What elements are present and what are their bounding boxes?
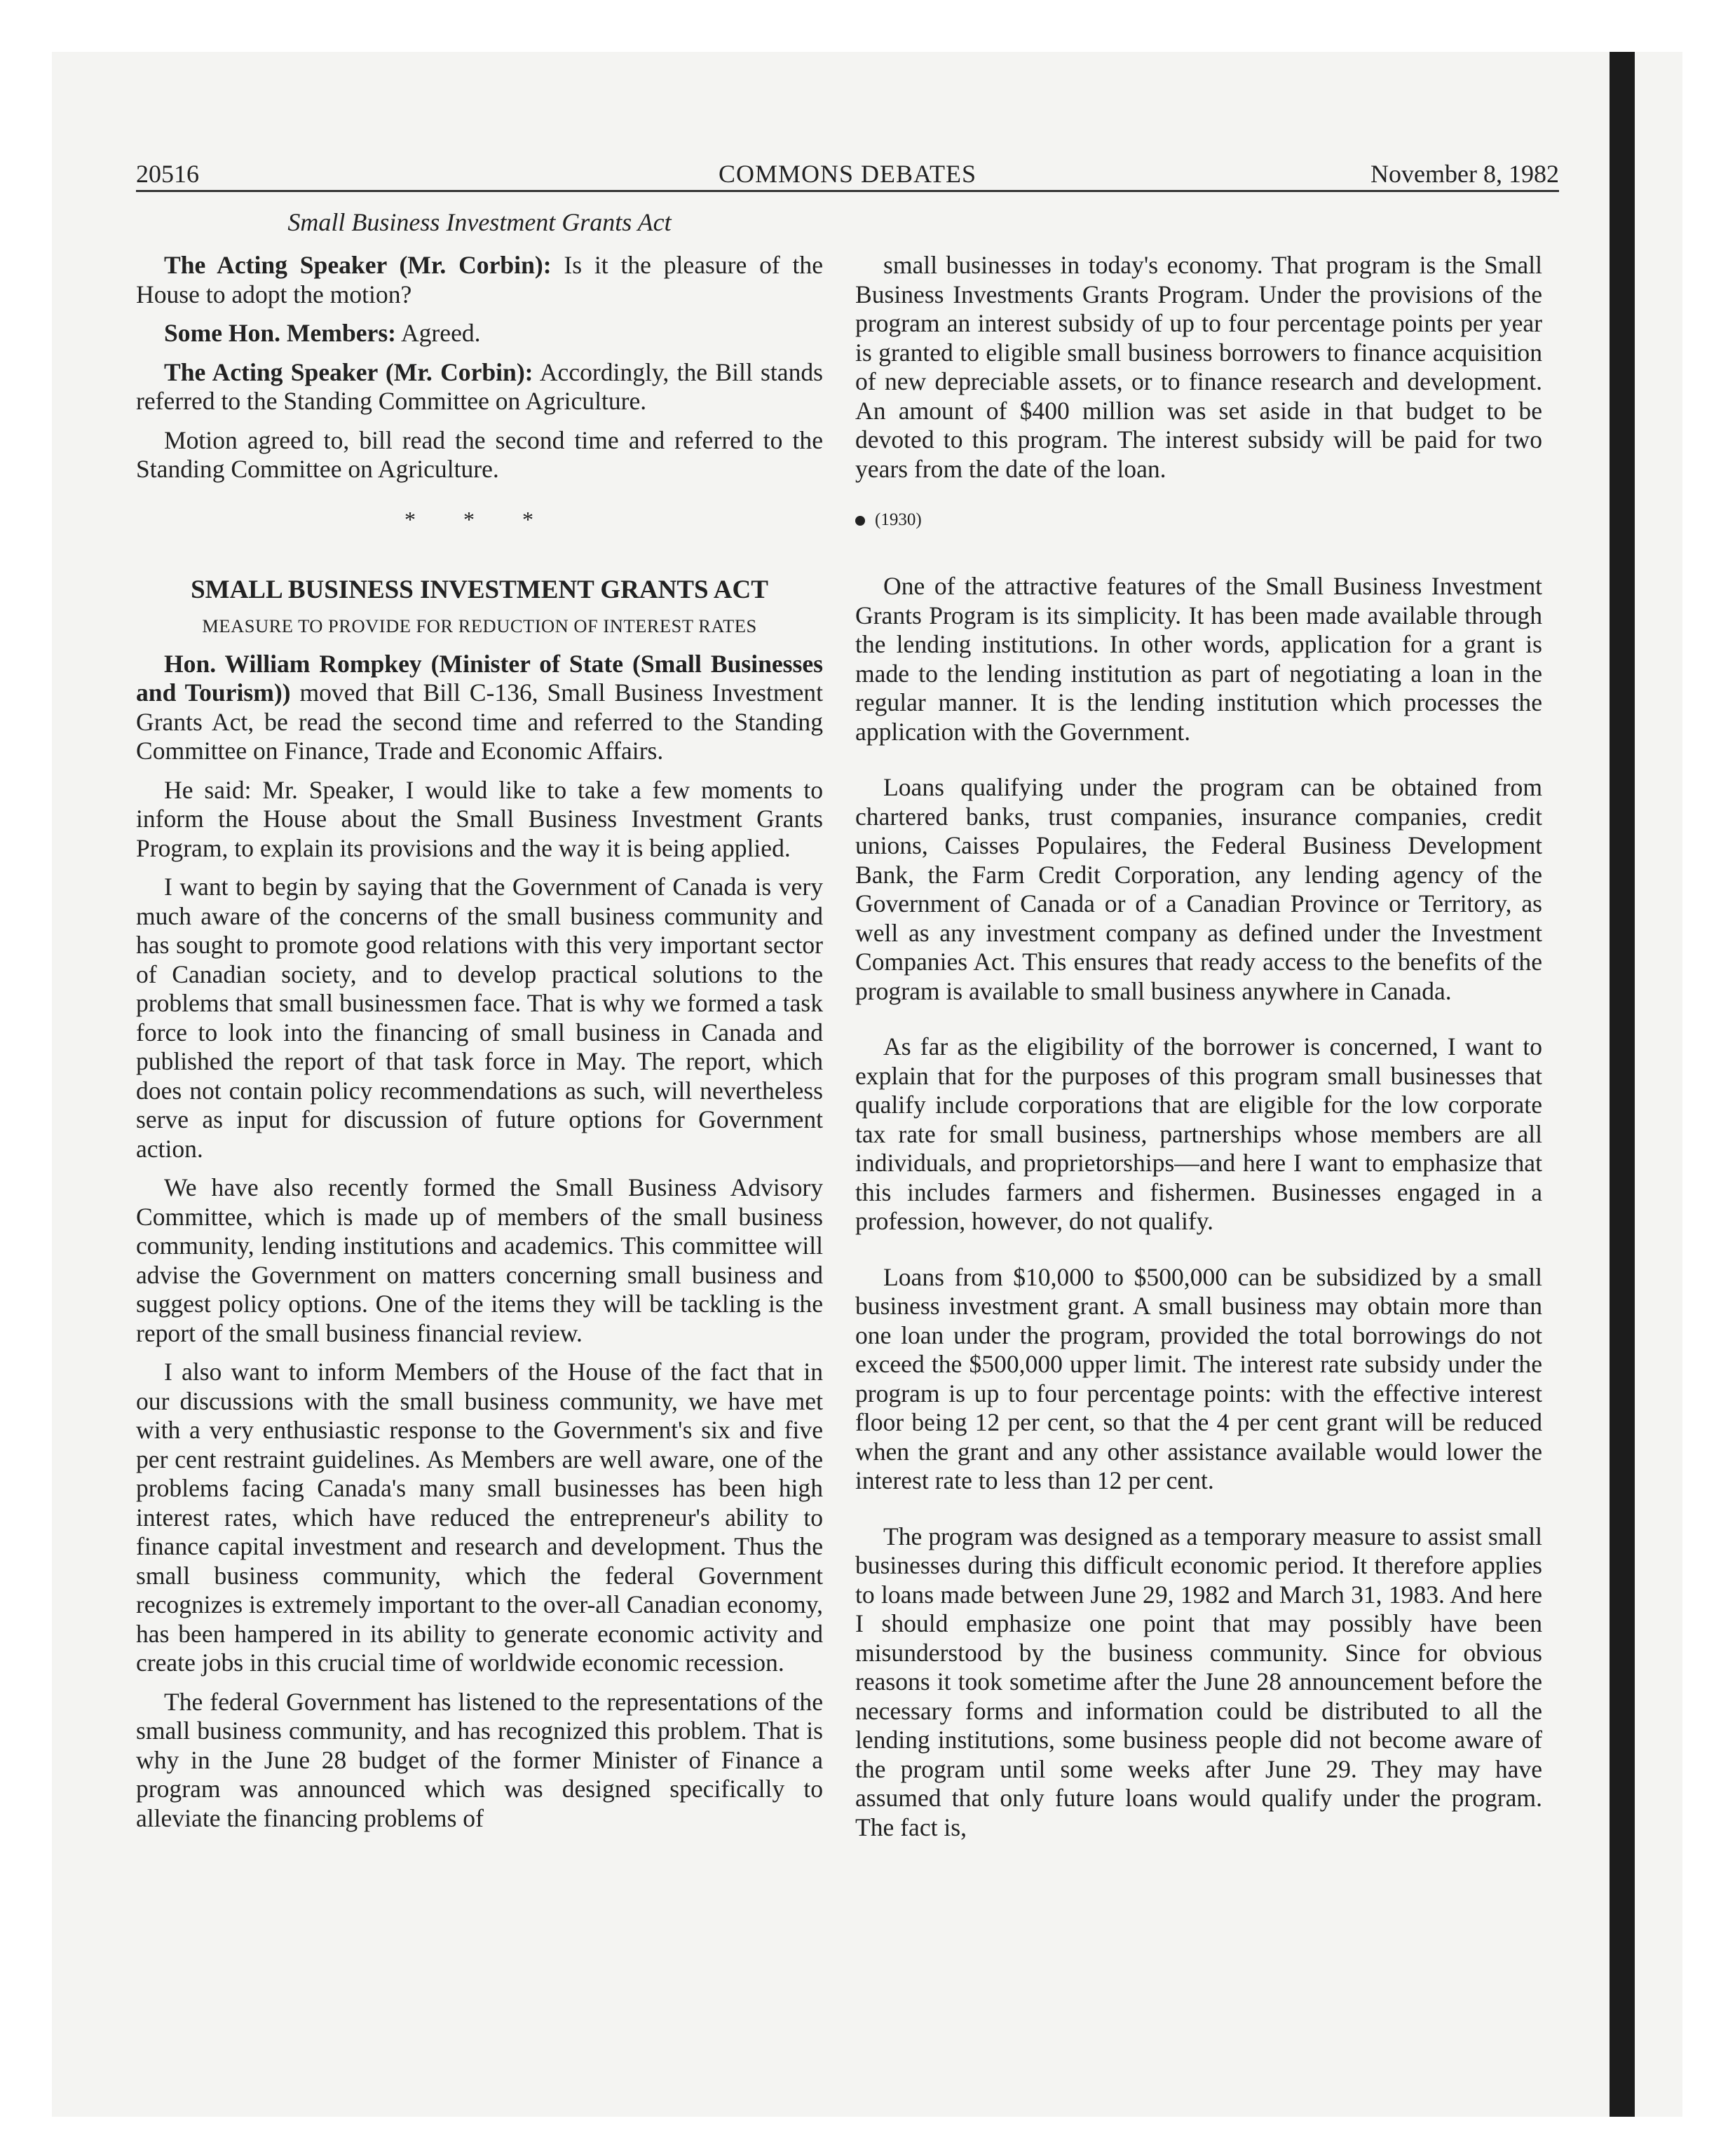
time-marker bbox=[855, 507, 1542, 533]
paragraph-text: I want to begin by saying that the Government of Canada is very much aware of the concerns of the small business community and has sought to promote good relations with this very important sector of Canadian society, and to develop practical solutions to the problems that small businessmen face. That is why we formed a task force to look into the financing of small business in Canada and published the report of that task force in May. The report, which does not contain policy recommendations as such, will nevertheless serve as input for discussion of future options for Government action. bbox=[136, 873, 823, 1163]
time-marker-text: (1930) bbox=[875, 510, 922, 529]
paragraph-rompkey-motion bbox=[136, 650, 823, 766]
header-rule bbox=[136, 190, 1559, 192]
running-header bbox=[136, 157, 1559, 191]
page-number: 20516 bbox=[136, 160, 199, 188]
paragraph-speaker-question bbox=[136, 251, 823, 309]
paragraph-text: As far as the eligibility of the borrower is concerned, I want to explain that for the purposes of this program small businesses that qualify include corporations that are eligible for the low corporate tax rate for small business, partnerships whose members are all individuals, and proprietorships—and here I want to emphasize that this includes farmers and fishermen. Businesses engaged in a profession, however, do not qualify. bbox=[855, 1032, 1542, 1235]
paragraph-text: We have also recently formed the Small Business Advisory Committee, which is made up of members of the small business community, lending institutions and academics. This committee will advise the Government on matters concerning small business and suggest policy options. One of the items they will be tackling is the report of the small business financial review. bbox=[136, 1173, 823, 1347]
speaker-name: The Acting Speaker (Mr. Corbin): bbox=[164, 251, 552, 279]
speech-text: Agreed. bbox=[396, 319, 481, 347]
speaker-name: The Acting Speaker (Mr. Corbin): bbox=[164, 357, 533, 386]
bullet-icon bbox=[855, 516, 865, 526]
section-subheading: MEASURE TO PROVIDE FOR REDUCTION OF INTEREST RATES bbox=[202, 615, 757, 636]
speaker-name: Some Hon. Members: bbox=[164, 319, 397, 347]
right-column bbox=[855, 251, 1542, 1852]
scan-edge-bar bbox=[1610, 52, 1635, 2117]
issue-date: November 8, 1982 bbox=[1370, 160, 1559, 188]
paragraph-motion-agreed: Motion agreed to, bill read the second time and referred to the Standing Committee on Agriculture. bbox=[136, 425, 823, 483]
speech-text: Accordingly, the Bill stands referred to the Standing Committee on Agriculture. bbox=[136, 357, 823, 415]
paragraph-speaker-referral bbox=[136, 358, 823, 416]
paragraph-text: small businesses in today's economy. That program is the Small Business Investments Grants Program. Under the provisions of the program an interest subsidy of up to four percentage points per year is granted to eligible small business borrowers to finance acquisition of new depreciable assets, or to finance research and development. An amount of $400 million was set aside in that budget to be devoted to this program. The interest subsidy will be paid for two years from the date of the loan. bbox=[855, 251, 1542, 483]
speaker-name: Hon. William Rompkey (Minister of State (Small Businesses and Tourism)) bbox=[136, 649, 823, 707]
paragraph-text: The federal Government has listened to the representations of the small business community, and has recognized this problem. That is why in the June 28 budget of the former Minister of Finance a program was announced which was designed specifically to alleviate the financing problems of bbox=[136, 1687, 823, 1832]
paragraph-text: One of the attractive features of the Small Business Investment Grants Program is its simplicity. It has been made available through the lending institutions. In other words, application for a grant is made to the lending institution as part of negotiating a loan in the regular manner. It is the lending institution which processes the application with the Government. bbox=[855, 572, 1542, 746]
paragraph-text: I also want to inform Members of the House of the fact that in our discussions with the small business community, we have met with a very enthusiastic response to the Government's six and five per cent restraint guidelines. As Members are well aware, one of the problems facing Canada's many small businesses has been high interest rates, which have reduced the entrepreneur's ability to finance capital investment and research and development. Thus the small business community, which the federal Government recognizes is extremely important to the over-all Canadian economy, has been hampered in its ability to generate economic activity and create jobs in this crucial time of worldwide economic recession. bbox=[136, 1358, 823, 1677]
act-subtitle: Small Business Investment Grants Act bbox=[287, 208, 672, 236]
section-heading: SMALL BUSINESS INVESTMENT GRANTS ACT bbox=[191, 575, 768, 604]
paragraph-text: The program was designed as a temporary measure to assist small businesses during this difficult economic period. It therefore applies to loans made between June 29, 1982 and March 31, 1983. And here I should emphasize one point that may possibly have been misunderstood by the business community. Since for obvious reasons it took sometime after the June 28 announcement before the necessary forms and information could be distributed to all the lending institutions, some business people did not become aware of the program until some weeks after June 29. They may have assumed that only future loans would qualify under the program. The fact is, bbox=[855, 1522, 1542, 1841]
paragraph-members-agreed bbox=[136, 319, 823, 348]
paragraph-text: He said: Mr. Speaker, I would like to take a few moments to inform the House about the Small Business Investment Grants Program, to explain its provisions and the way it is being applied. bbox=[136, 775, 823, 862]
left-column bbox=[136, 251, 823, 1843]
section-separator-stars: * * * bbox=[404, 506, 554, 532]
paragraph-text: Loans qualifying under the program can be obtained from chartered banks, trust companies, insurance companies, credit unions, Caisses Populaires, the Federal Business Development Bank, the Farm Credit Corporation, any lending agency of the Government of Canada or of a Canadian Province or Territory, as well as any investment company as defined under the Investment Companies Act. This ensures that ready access to the benefits of the program is available to small business anywhere in Canada. bbox=[855, 773, 1542, 1005]
paragraph-text: Loans from $10,000 to $500,000 can be subsidized by a small business investment grant. A small business may obtain more than one loan under the program, provided the total borrowings do not exceed the $500,000 upper limit. The interest rate subsidy under the program is up to four percentage points: with the effective interest floor being 12 per cent, so that the 4 per cent grant will be reduced when the grant and any other assistance available would lower the interest rate to less than 12 per cent. bbox=[855, 1262, 1542, 1494]
speech-text: Is it the pleasure of the House to adopt the motion? bbox=[136, 251, 823, 308]
publication-title: COMMONS DEBATES bbox=[718, 160, 977, 188]
speech-text: moved that Bill C-136, Small Business Investment Grants Act, be read the second time and referred to the Standing Committee on Finance, Trade and Economic Affairs. bbox=[136, 678, 823, 765]
